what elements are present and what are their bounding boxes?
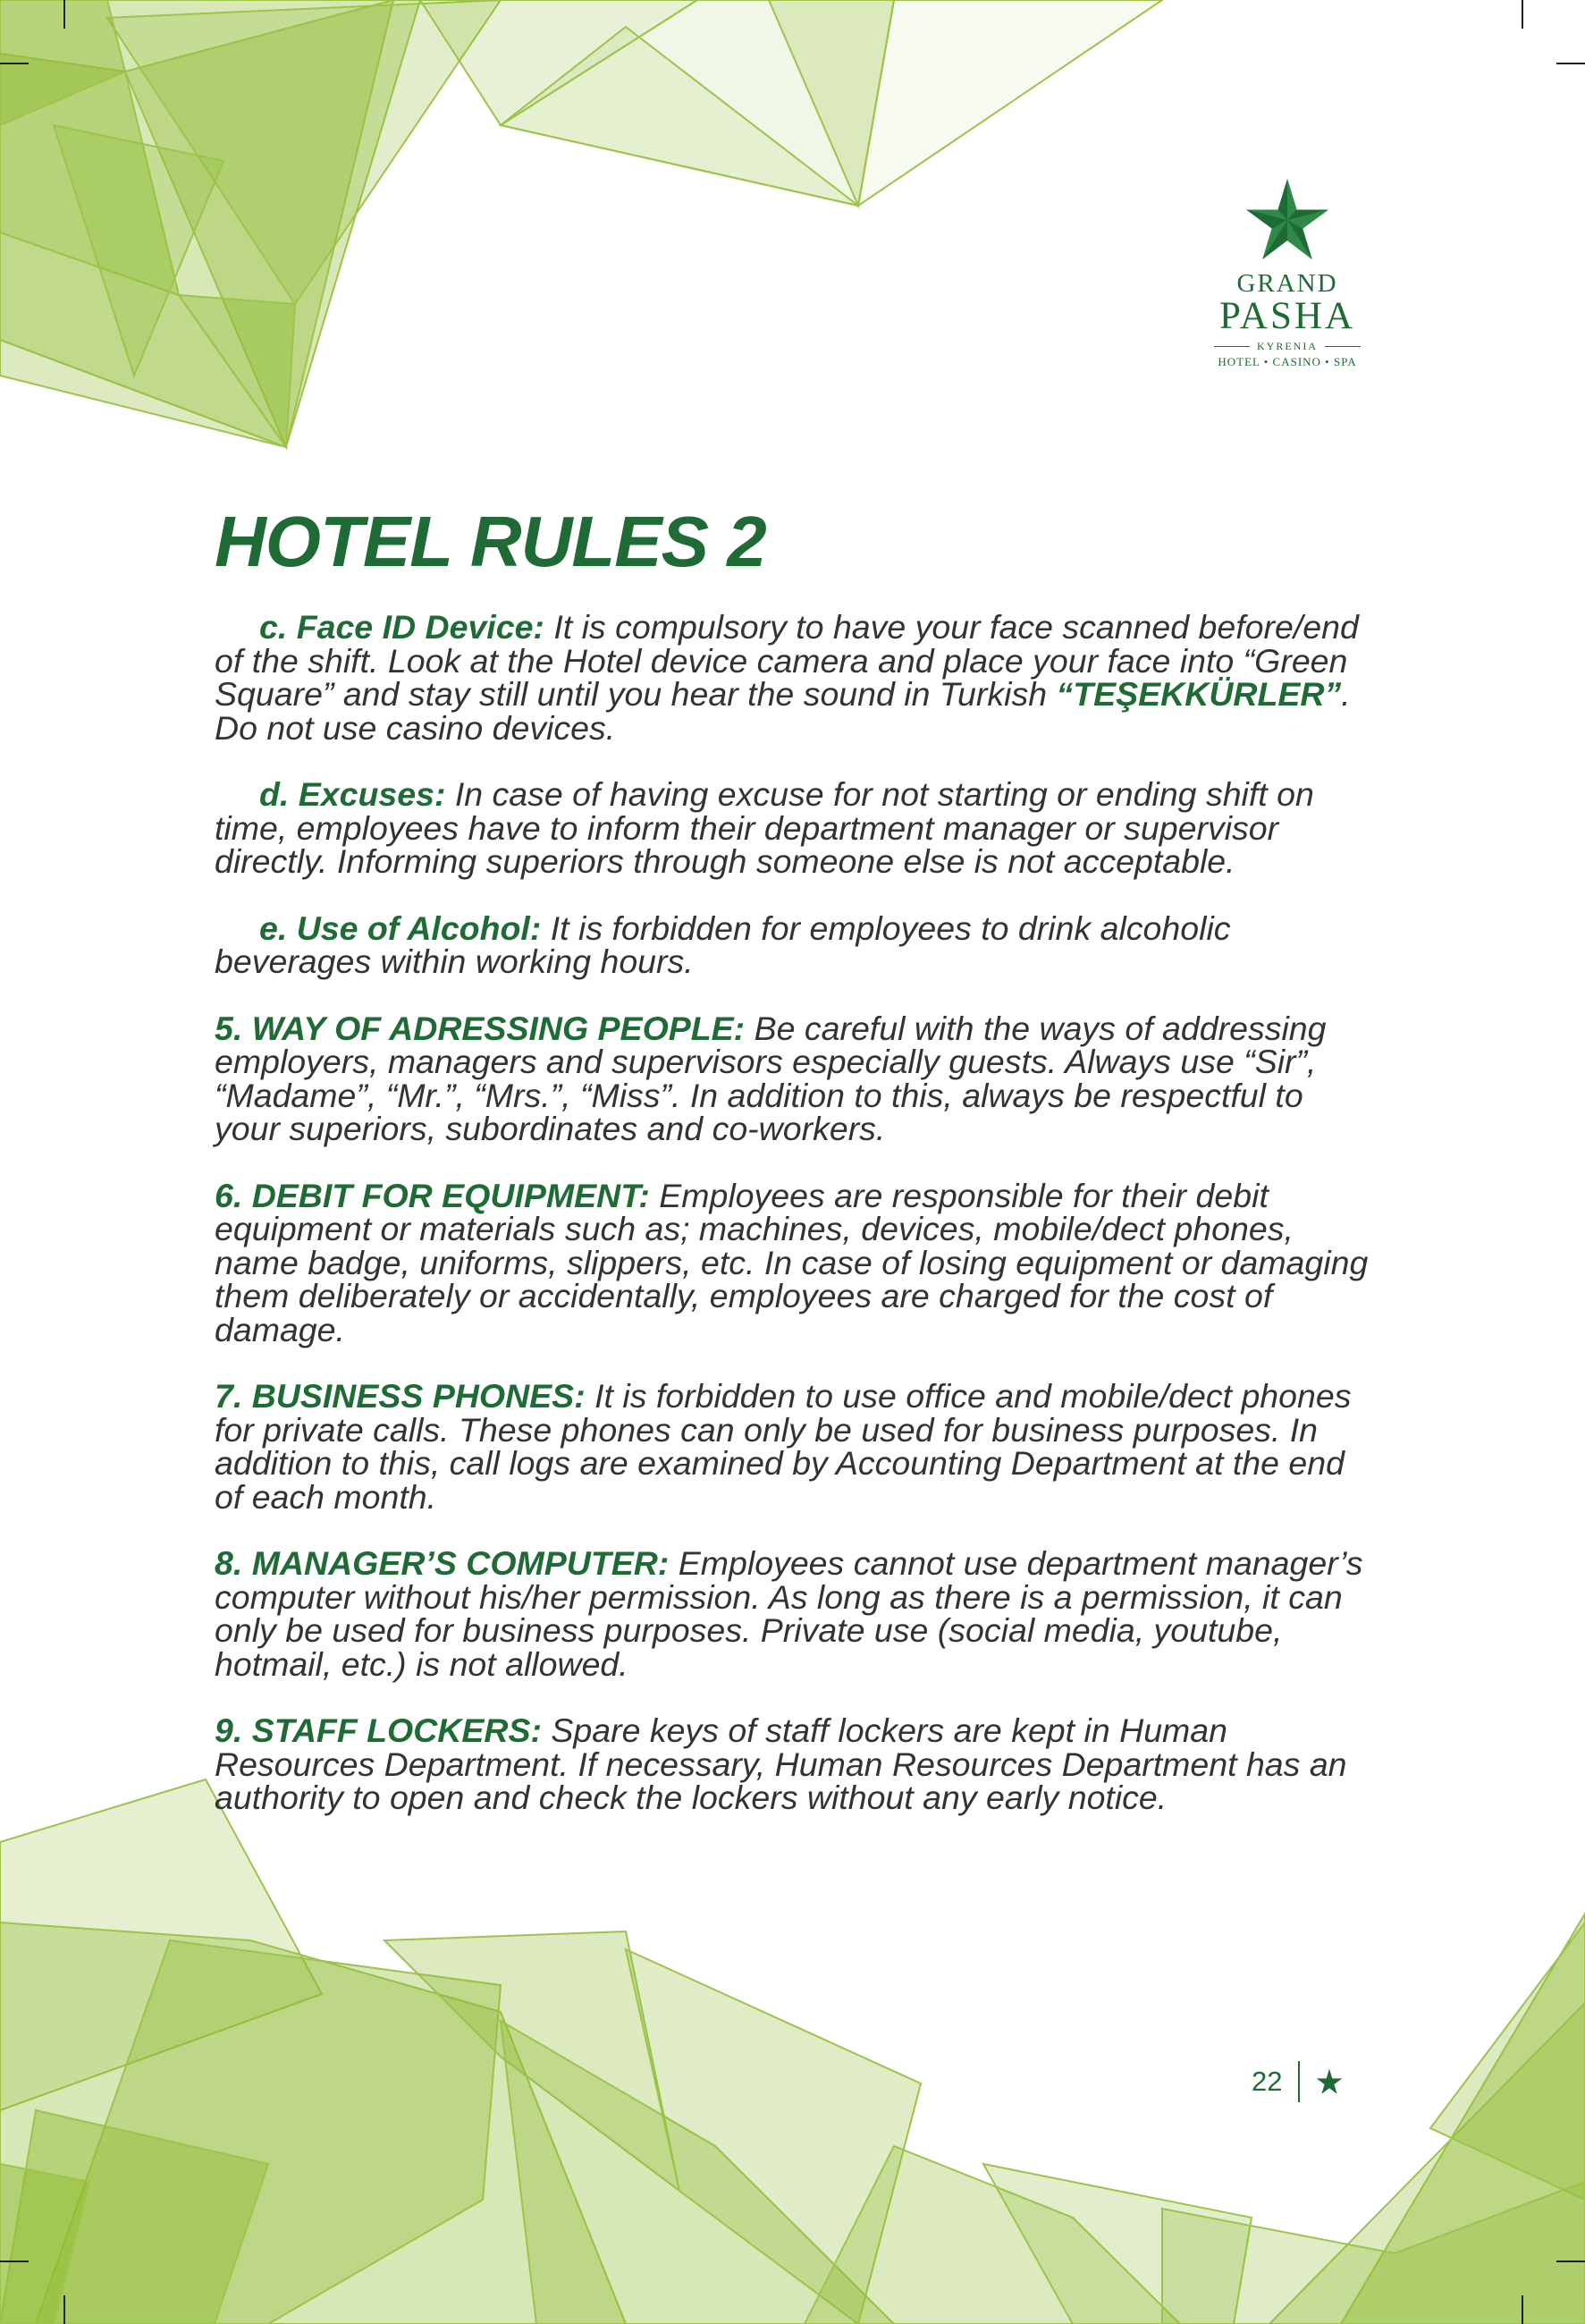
rule-heading: d. Excuses: xyxy=(259,775,446,813)
rule-text: Spare keys of staff lockers are kept in Human Resources Department. If necessary, Human Resources Department has an authority to open and check the lockers without any early notice. xyxy=(215,1711,1347,1816)
rule-text: . Do not use casino devices. xyxy=(215,675,1351,747)
rules-content xyxy=(215,608,1377,1848)
hotel-logo xyxy=(1193,177,1381,369)
logo-divider xyxy=(1325,346,1361,347)
rule-emphasis: “TEŞEKKÜRLER” xyxy=(1056,675,1342,713)
rule-text: In case of having excuse for not starting or ending shift on time, employees have to inform their department manager or supervisor directly. Informing superiors through someone else is not acceptable. xyxy=(215,775,1314,880)
rule-text: Employees cannot use department manager’s computer without his/her permission. As long as there is a permission, it can only be used for business purposes. Private use (social media, youtube, hotmail, etc.) is not allowed. xyxy=(215,1544,1363,1683)
logo-line-pasha: PASHA xyxy=(1218,295,1356,337)
rule-heading: 7. BUSINESS PHONES: xyxy=(215,1377,586,1415)
page-title: HOTEL RULES 2 xyxy=(215,502,766,581)
star-logo-icon xyxy=(1244,177,1330,263)
rule-addressing-people xyxy=(215,1009,1377,1147)
logo-line-tagline: HOTEL • CASINO • SPA xyxy=(1218,355,1357,368)
logo-kyrenia-text: KYRENIA xyxy=(1257,340,1318,352)
rule-excuses xyxy=(215,775,1377,880)
crop-mark xyxy=(0,2261,29,2262)
rule-heading: 8. MANAGER’S COMPUTER: xyxy=(215,1544,670,1582)
rule-text: It is compulsory to have your face scanned before/end of the shift. Look at the Hotel device camera and place your face into “Green Square” and stay still until you hear the sound in Turkish xyxy=(215,608,1359,713)
crop-mark xyxy=(63,0,65,29)
crop-mark xyxy=(1522,2295,1523,2324)
rule-text: Employees are responsible for their debit equipment or materials such as; machines, devices, mobile/dect phones, name badge, uniforms, slippers, etc. In case of losing equipment or damaging them deliberately or accidentally, employees are charged for the cost of damage. xyxy=(215,1176,1369,1348)
star-icon xyxy=(1316,2068,1343,2095)
rule-heading: c. Face ID Device: xyxy=(259,608,544,646)
rule-heading: 9. STAFF LOCKERS: xyxy=(215,1711,542,1749)
rule-heading: 6. DEBIT FOR EQUIPMENT: xyxy=(215,1176,650,1214)
rule-heading: 5. WAY OF ADRESSING PEOPLE: xyxy=(215,1009,746,1047)
rule-heading: e. Use of Alcohol: xyxy=(259,908,542,947)
footer-divider xyxy=(1298,2061,1300,2102)
crop-mark xyxy=(1556,2261,1585,2262)
rule-text: Be careful with the ways of addressing employers, managers and supervisors especially guests. Always use “Sir”, “Madame”, “Mr.”, “Mrs.”, “Miss”. In addition to this, always be respectful to your superiors, subordinates and co-workers. xyxy=(215,1009,1327,1147)
page-footer xyxy=(1252,2061,1343,2102)
rule-alcohol xyxy=(215,908,1377,980)
logo-line-grand: GRAND xyxy=(1236,269,1338,298)
rule-text: It is forbidden for employees to drink alcoholic beverages within working hours. xyxy=(215,908,1231,980)
crop-mark xyxy=(1522,0,1523,29)
rule-face-id xyxy=(215,608,1377,747)
crop-mark xyxy=(1556,63,1585,64)
rule-text: It is forbidden to use office and mobile/dect phones for private calls. These phones can only be used for business purposes. In addition to this, call logs are examined by Accounting Department at the end of each month. xyxy=(215,1377,1352,1516)
rule-managers-computer xyxy=(215,1544,1377,1683)
crop-mark xyxy=(63,2295,65,2324)
rule-business-phones xyxy=(215,1377,1377,1516)
page-number: 22 xyxy=(1252,2066,1283,2097)
rule-staff-lockers xyxy=(215,1711,1377,1816)
logo-line-kyrenia xyxy=(1193,340,1381,353)
logo-divider xyxy=(1214,346,1250,347)
rule-debit-equipment xyxy=(215,1176,1377,1348)
crop-mark xyxy=(0,63,29,64)
